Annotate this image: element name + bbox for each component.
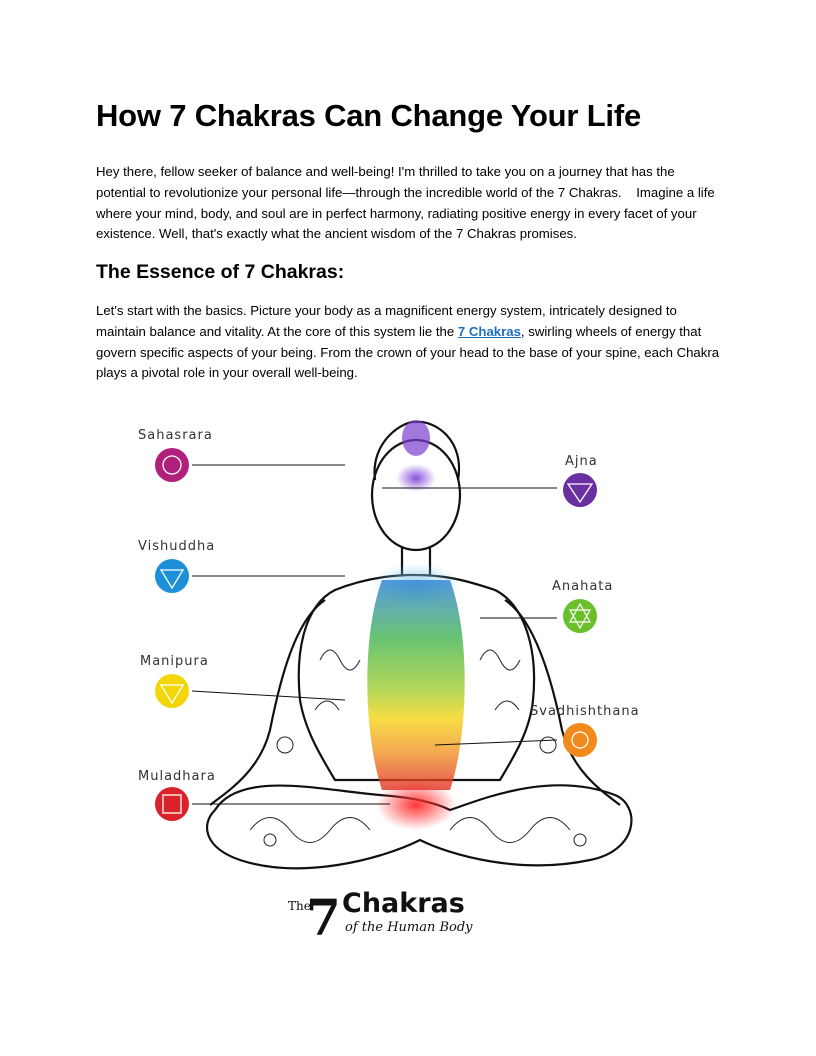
seven-chakras-logo <box>288 888 473 947</box>
label-svadhishthana: Svadhishthana <box>530 704 640 719</box>
label-ajna: Ajna <box>565 454 598 469</box>
body-text-start: Let's start with the basics. Picture your body as a magnificent energy system, intricately designed to maintain balance and vitality. At the core of this system lie the <box>96 303 677 339</box>
logo-number: 7 <box>306 888 341 947</box>
section-heading: The Essence of 7 Chakras: <box>96 261 345 283</box>
logo-word: Chakras <box>342 888 465 919</box>
sahasrara-icon <box>155 448 189 482</box>
muladhara-icon <box>155 787 189 821</box>
body-text-end: , swirling wheels of energy that govern specific aspects of your being. From the crown of your head to the base of your spine, each Chakra plays a pivotal role in your overall well-being. <box>96 323 720 381</box>
label-vishuddha: Vishuddha <box>138 539 216 554</box>
chakra-vishuddha <box>138 539 345 593</box>
label-anahata: Anahata <box>552 579 614 594</box>
logo-the: The <box>288 899 311 913</box>
chakra-illustration <box>120 410 720 950</box>
logo-subtitle: of the Human Body <box>345 920 473 935</box>
page-title: How 7 Chakras Can Change Your Life <box>96 98 642 133</box>
chakras-link[interactable]: 7 Chakras <box>457 323 521 339</box>
label-manipura: Manipura <box>140 654 209 669</box>
label-sahasrara: Sahasrara <box>138 428 213 443</box>
intro-paragraph: Hey there, fellow seeker of balance and well-being! I'm thrilled to take you on a journey that has the potential to revolutionize your personal life—through the incredible world of the 7 Chakras. Imagine a life where your mind, body, and soul are in perfect harmony, radiating positive energy in every facet of your existence. Well, that's exactly what the ancient wisdom of the 7 Chakras promises. <box>96 164 715 242</box>
svadhishthana-icon <box>563 723 597 757</box>
chakra-sahasrara <box>138 428 345 482</box>
label-muladhara: Muladhara <box>138 769 216 784</box>
body-paragraph <box>96 301 721 384</box>
